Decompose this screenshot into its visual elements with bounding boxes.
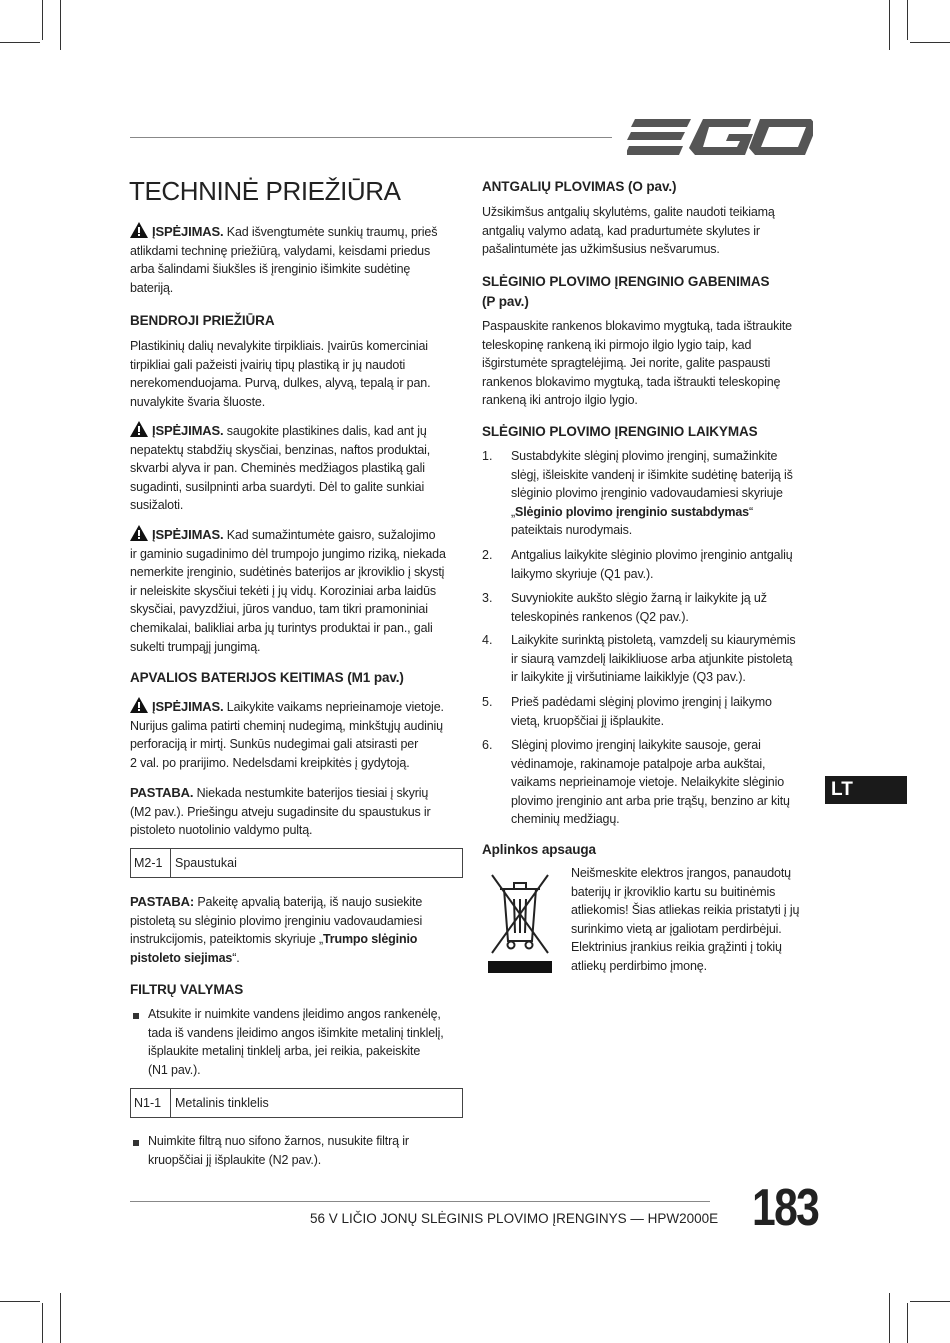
section-heading-battery: APVALIOS BATERIJOS KEITIMAS (M1 pav.) (130, 670, 404, 685)
storage-step-3: Suvyniokite aukšto slėgio žarną ir laikykite ją už teleskopinės rankenos (Q2 pav.). (511, 591, 767, 624)
storage-step-1: Sustabdykite slėginį plovimo įrenginį, sumažinkite slėgį, išleiskite vandenį ir išimkite sudėtinę bateriją iš slėginio plovimo įrenginio vadovaudamiesi skyriuje „Slėginio plovimo įrenginio sustabdymas“ pateiktais nurodymais. (511, 449, 793, 538)
storage-step-5: Prieš padėdami slėginį plovimo įrenginį į laikymo vietą, kruopščiai jį išplaukite. (511, 695, 772, 728)
warning-plastic-parts: ĮSPĖJIMAS. saugokite plastikines dalis, kad ant jų nepatektų stabdžių skysčiai, benzinas, naftos produktai, skvarbi alyva ir pan. Cheminės medžiagos plastiką gali sugadinti, susilpninti arba suardyti. Dėl to galite sunkiai susižaloti. (130, 423, 431, 513)
crop-mark (42, 0, 43, 40)
section-heading-environment: Aplinkos apsauga (482, 842, 596, 857)
storage-step-6: Slėginį plovimo įrenginį laikykite sausoje, gerai vėdinamoje, rakinamoje patalpoje arba aukštai, vaikams neprieinamoje vietoje. Nelaikykite slėginio plovimo įrenginio ant arba prie trąšų, benzino ar kitų cheminių medžiagų. (511, 738, 790, 827)
part-code: M2-1 (131, 849, 171, 877)
transport-text: Paspauskite rankenos blokavimo mygtuką, tada ištraukite teleskopinę rankeną iki pirmojo ilgio lygio taip, kad išgirstumėte spragtelėjimą. Jei norite, galite paspausti rankenos blokavimo mygtuką, tada ištraukti teleskopinę rankeną iki antrojo ilgio lygio. (482, 319, 792, 408)
footer-rule (130, 1201, 710, 1202)
storage-step-2: Antgalius laikykite slėginio plovimo įrenginio antgalių laikymo skyriuje (Q1 pav.). (511, 548, 793, 581)
crop-mark (0, 42, 40, 43)
note-pairing: PASTABA: Pakeitę apvalią bateriją, iš naujo susiekite pistoletą su slėginio plovimo įrenginiu vadovaudamiesi instrukcijomis, pateiktomis skyriuje „Trumpo slėginio pistoleto siejimas“. (130, 894, 423, 965)
crop-mark (910, 1301, 950, 1302)
part-name: Spaustukai (175, 856, 237, 870)
part-code: N1-1 (131, 1089, 171, 1117)
crop-mark (60, 0, 61, 50)
filter-step-2: Nuimkite filtrą nuo sifono žarnos, nusukite filtrą ir kruopščiai jį išplaukite (N2 pav.). (148, 1134, 409, 1167)
part-name: Metalinis tinklelis (175, 1096, 269, 1110)
warning-coin-battery: ĮSPĖJIMAS. Laikykite vaikams neprieinamoje vietoje. Nurijus galima patirti cheminį nudegimą, minkštųjų audinių perforaciją ir mirtį. Sunkūs nudegimai gali atsirasti per 2 val. po prarijimo. Nedelsdami kreipkitės į gydytoją. (130, 699, 444, 770)
crop-mark (889, 1293, 890, 1343)
general-maintenance-text: Plastikinių dalių nevalykite tirpikliais. Įvairūs komerciniai tirpikliai gali pažeisti įvairių tipų plastiką ir jų naudoti nerekomenduojama. Purvą, dulkes, alyvą, tepalą ir pan. nuvalykite švaria šluoste. (130, 339, 431, 409)
parts-table-m2 (130, 848, 463, 878)
page-title: TECHNINĖ PRIEŽIŪRA (129, 176, 401, 206)
page-number: 183 (752, 1179, 819, 1237)
nozzle-cleaning-text: Užsikimšus antgalių skylutėms, galite naudoti teikiamą antgalių valymo adatą, kad pradurtumėte skylutes ir pašalintumėte jas užkimšusius nešvarumus. (482, 205, 775, 257)
section-heading-transport: SLĖGINIO PLOVIMO ĮRENGINIO GABENIMAS (P pav.) (482, 274, 770, 309)
filter-step-1: Atsukite ir nuimkite vandens įleidimo angos rankenėlę, tada iš vandens įleidimo angos išimkite metalinį tinklelį, išplaukite metalinį tinklelį arba, jei reikia, pakeiskite (N1 pav.). (148, 1007, 444, 1077)
crop-mark (889, 0, 890, 50)
header-rule (130, 137, 612, 138)
section-heading-nozzle: ANTGALIŲ PLOVIMAS (O pav.) (482, 179, 677, 194)
crop-mark (42, 1303, 43, 1343)
step-number: 1. (482, 449, 493, 463)
language-tab: LT (825, 776, 907, 804)
section-heading-storage: SLĖGINIO PLOVIMO ĮRENGINIO LAIKYMAS (482, 424, 758, 439)
environment-text: Neišmeskite elektros įrangos, panaudotų baterijų ir įkroviklio kartu su buitinėmis atliekomis! Šias atliekas reikia pristatyti į jų surinkimo vietą ar įgaliotam perdirbėjui. Elektrinius įrankius reikia grąžinti į tokių atliekų perdirbimo įmonę. (571, 866, 800, 973)
section-heading-general: BENDROJI PRIEŽIŪRA (130, 313, 275, 328)
crop-mark (0, 1301, 40, 1302)
warning-short-circuit: ĮSPĖJIMAS. Kad sumažintumėte gaisro, sužalojimo ir gaminio sugadinimo dėl trumpojo jungimo riziką, niekada nemerkite įrenginio, sudėtinės baterijos ar įkroviklio į skystį ir neleiskite skysčiui tekėti į jų vidų. Koroziniai arba laidūs skysčiai, pavyzdžiui, jūros vanduo, tam tikri pramoniniai chemikalai, balikliai arba jų turintys produktai ir pan., gali sukelti trumpąjį jungimą. (130, 527, 446, 654)
ego-logo (627, 116, 813, 163)
crop-mark (910, 42, 950, 43)
footer-text: 56 V LIČIO JONŲ SLĖGINIS PLOVIMO ĮRENGINYS — HPW2000E (310, 1211, 719, 1226)
crop-mark (60, 1293, 61, 1343)
step-number: 4. (482, 633, 493, 647)
warning-triangle-icon (130, 525, 148, 541)
step-number: 3. (482, 591, 493, 605)
bullet-icon (133, 1013, 139, 1019)
warning-triangle-icon (130, 421, 148, 437)
step-number: 5. (482, 695, 493, 709)
section-heading-filter: FILTRŲ VALYMAS (130, 982, 244, 997)
warning-battery-removal: ĮSPĖJIMAS. Kad išvengtumėte sunkių traumų, prieš atlikdami techninę priežiūrą, valydami, keisdami priedus arba šalindami šiukšles iš įrenginio išimkite sudėtinę bateriją. (130, 224, 438, 295)
storage-step-4: Laikykite surinktą pistoletą, vamzdelį su kiaurymėmis ir siaurą vamzdelį laikikliuose arba atjunkite pistoletą ir laikykite jį viršutiniame laikiklyje (Q3 pav.). (511, 633, 796, 685)
crop-mark (907, 1303, 908, 1343)
warning-triangle-icon (130, 697, 148, 713)
crop-mark (907, 0, 908, 40)
note-battery-insert: PASTABA. Niekada nestumkite baterijos tiesiai į skyrių (M2 pav.). Priešingu atveju sugadinsite du spaustukus ir pistoleto nuotolinio valdymo pultą. (130, 785, 431, 838)
bullet-icon (133, 1140, 139, 1146)
weee-bin-icon (488, 871, 552, 978)
step-number: 6. (482, 738, 493, 752)
parts-table-n1 (130, 1088, 463, 1118)
step-number: 2. (482, 548, 493, 562)
warning-triangle-icon (130, 222, 148, 238)
